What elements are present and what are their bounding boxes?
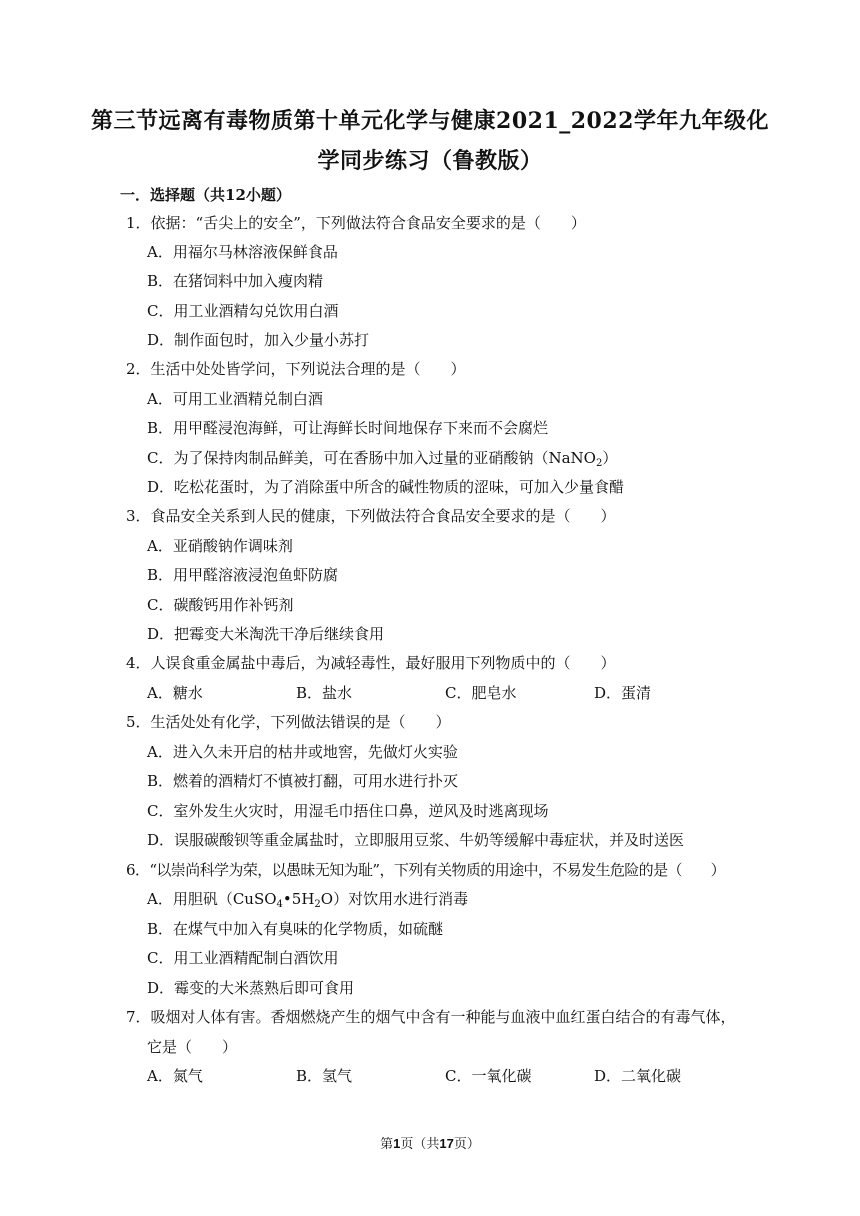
question-2-option-d: D．吃松花蛋时，为了消除蛋中所含的碱性物质的涩味，可加入少量食醋 (147, 478, 625, 496)
question-6-option-c: C．用工业酒精配制白酒饮用 (147, 949, 339, 967)
question-4-option-a: A．糖水 (147, 684, 203, 702)
question-7-option-c: C．一氧化碳 (445, 1067, 532, 1085)
question-6-option-d: D．霉变的大米蒸熟后即可食用 (147, 979, 355, 997)
question-2-option-c: C．为了保持肉制品鲜美，可在香肠中加入过量的亚硝酸钠（NaNO$_2$） (147, 449, 618, 469)
question-5-option-d: D．误服碳酸钡等重金属盐时，立即服用豆浆、牛奶等缓解中毒症状，并及时送医 (147, 831, 685, 849)
question-3-option-c: C．碳酸钙用作补钙剂 (147, 596, 294, 614)
question-7-stem-line-1: 7．吸烟对人体有害。香烟燃烧产生的烟气中含有一种能与血液中血红蛋白结合的有毒气体， (126, 1008, 736, 1026)
question-4-option-d: D．蛋清 (594, 684, 652, 702)
question-1-stem: 1．依据：“舌尖上的安全”，下列做法符合食品安全要求的是（ ） (126, 214, 586, 232)
question-2-option-a: A．可用工业酒精兑制白酒 (147, 390, 323, 408)
page-total: 17 (439, 1136, 454, 1151)
question-4-stem: 4．人误食重金属盐中毒后，为减轻毒性，最好服用下列物质中的（ ） (126, 654, 616, 672)
question-3-option-d: D．把霉变大米淘洗干净后继续食用 (147, 625, 385, 643)
question-4-options (0, 683, 860, 703)
question-4-option-b: B．盐水 (296, 684, 353, 702)
question-7-stem-line-2: 它是（ ） (147, 1038, 238, 1056)
question-1-option-b: B．在猪饲料中加入瘦肉精 (147, 272, 324, 290)
section-heading: 一．选择题（共12小题） (120, 186, 291, 204)
question-4-option-c: C．肥皂水 (445, 684, 517, 702)
question-7-options (0, 1066, 860, 1086)
page-number: 1 (393, 1136, 401, 1151)
question-3-stem: 3．食品安全关系到人民的健康，下列做法符合食品安全要求的是（ ） (126, 507, 616, 525)
document-title-line-1: 第三节远离有毒物质第十单元化学与健康2021_2022学年九年级化 (91, 108, 769, 134)
question-2-option-b: B．用甲醛浸泡海鲜，可让海鲜长时间地保存下来而不会腐烂 (147, 419, 549, 437)
question-5-stem: 5．生活处处有化学，下列做法错误的是（ ） (126, 713, 451, 731)
question-7-option-d: D．二氧化碳 (594, 1067, 682, 1085)
question-7-option-b: B．氢气 (296, 1067, 353, 1085)
question-5-option-c: C．室外发生火灾时，用湿毛巾捂住口鼻，逆风及时逃离现场 (147, 802, 549, 820)
question-6-option-b: B．在煤气中加入有臭味的化学物质，如硫醚 (147, 920, 444, 938)
question-6-option-a: A．用胆矾$(CuSO_4•5H_2O)$对饮用水进行消毒 (147, 890, 469, 910)
question-2-stem: 2．生活中处处皆学问，下列说法合理的是（ ） (126, 360, 466, 378)
page-footer: 第1页（共17页） (380, 1136, 480, 1151)
question-3-option-a: A．亚硝酸钠作调味剂 (147, 537, 293, 555)
document-title-line-2: 学同步练习（鲁教版） (317, 148, 543, 174)
question-1-option-d: D．制作面包时，加入少量小苏打 (147, 331, 370, 349)
question-5-option-a: A．进入久未开启的枯井或地窖，先做灯火实验 (147, 743, 458, 761)
question-1-option-a: A．用福尔马林溶液保鲜食品 (147, 243, 338, 261)
question-3-option-b: B．用甲醛溶液浸泡鱼虾防腐 (147, 566, 339, 584)
question-1-option-c: C．用工业酒精勾兑饮用白酒 (147, 302, 339, 320)
question-6-stem: 6．“以崇尚科学为荣，以愚昧无知为耻”，下列有关物质的用途中，不易发生危险的是（ ） (126, 861, 726, 879)
question-5-option-b: B．燃着的酒精灯不慎被打翻，可用水进行扑灭 (147, 772, 459, 790)
question-7-option-a: A．氮气 (147, 1067, 203, 1085)
